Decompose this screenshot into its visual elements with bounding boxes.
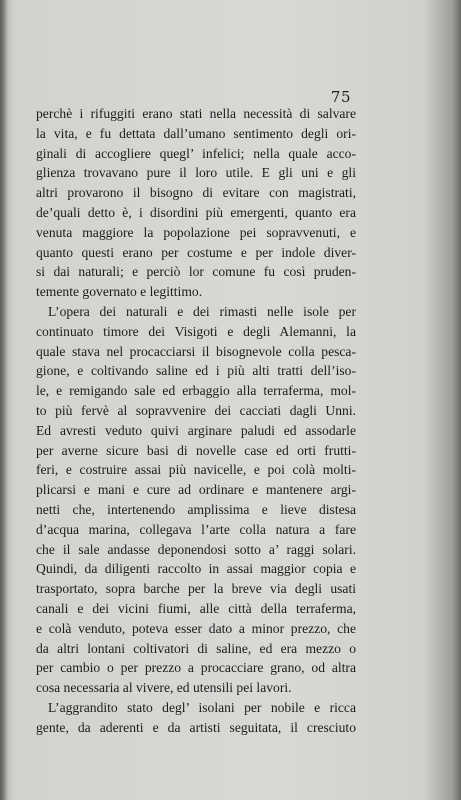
- text-line: la vita, e fu dettata dall’umano sentimento degli ori-: [36, 125, 356, 141]
- text-line: si dai naturali; e perciò lor comune fu così pruden-: [36, 264, 356, 280]
- text-line: Quindi, da diligenti raccolto in assai maggior copia e: [36, 561, 356, 577]
- text-line: canali e dei vicini fiumi, alle città della terraferma,: [36, 600, 356, 616]
- text-line: da altri lontani coltivatori di saline, ed era mezzo o: [36, 640, 356, 656]
- text-line: de’quali detto è, i disordini più emergenti, quanto era: [36, 204, 356, 220]
- binding-shadow: [0, 0, 8, 800]
- text-line: L’opera dei naturali e dei rimasti nelle isole per: [48, 303, 356, 319]
- text-line: feri, e costruire assai più navicelle, e poi colà molti-: [36, 462, 356, 478]
- text-line: plicarsi e mani e cure ad ordinare e mantenere argi-: [36, 482, 356, 498]
- text-line: to più fervè al sopravvenire dei cacciati dagli Unni.: [36, 402, 356, 418]
- text-line: cosa necessaria al vivere, ed utensili pei lavori.: [36, 680, 292, 696]
- text-line: per cambio o per prezzo a procacciare grano, od altra: [36, 660, 356, 676]
- page-body-text: [36, 104, 356, 738]
- text-line: trasportato, sopra barche per la breve via degli usati: [36, 581, 356, 597]
- text-line: Ed avresti veduto quivi arginare paludi ed assodarle: [36, 422, 356, 438]
- text-line: gente, da aderenti e da artisti seguitata, il cresciuto: [36, 719, 356, 735]
- text-line: quanto questi erano per costume e per indole diver-: [36, 244, 356, 260]
- text-line: L’aggrandito stato degl’ isolani per nobile e ricca: [48, 699, 356, 715]
- text-line: d’acqua marina, collegava l’arte colla natura a fare: [36, 521, 356, 537]
- text-line: le, e remigando sale ed erbaggio alla terraferma, mol-: [36, 383, 356, 399]
- text-line: venuta maggiore la popolazione pei sopravvenuti, e: [36, 224, 356, 240]
- text-line: per averne sicure basi di novelle case ed orti frutti-: [36, 442, 356, 458]
- text-line: glienza trovavano pure il loro utile. E gli uni e gli: [36, 165, 356, 181]
- text-line: netti che, intertenendo amplissima e lieve distesa: [36, 501, 356, 517]
- text-line: quale stava nel procacciarsi il bisognevole colla pesca-: [36, 343, 356, 359]
- text-line: e colà venduto, poteva esser dato a minor prezzo, che: [36, 620, 356, 636]
- text-line: temente governato e legittimo.: [36, 284, 203, 300]
- text-line: ginali di accogliere quegl’ infelici; nella quale acco-: [36, 145, 356, 161]
- text-line: gione, e coltivando saline ed i più alti tratti dell’iso-: [36, 363, 356, 379]
- text-line: perchè i rifuggiti erano stati nella necessità di salvare: [36, 106, 356, 121]
- text-line: altri provarono il bisogno di evitare con magistrati,: [36, 185, 356, 201]
- text-line: che il sale andasse deponendosi sotto a’ raggi solari.: [36, 541, 356, 557]
- text-line: continuato timore dei Visigoti e degli Alemanni, la: [36, 323, 356, 339]
- page-number: 75: [330, 88, 351, 106]
